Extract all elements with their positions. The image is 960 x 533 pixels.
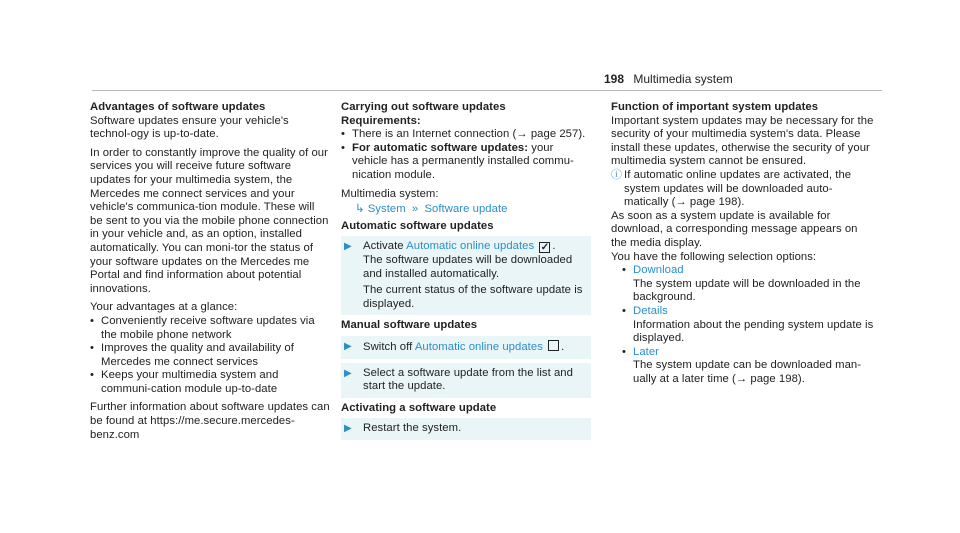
list-item: • For automatic software updates: your vehicle has a permanently installed commu-nication module. (341, 141, 574, 181)
option-download[interactable]: Download (633, 264, 684, 277)
page-header (604, 72, 733, 86)
bullet-icon: • (622, 304, 627, 317)
checkbox-unchecked-icon (548, 340, 559, 351)
bullet-icon: • (90, 314, 95, 327)
step-select-update: ▶ Select a software update from the list and start the update. (341, 363, 591, 398)
automatic-updates-heading: Automatic software updates (341, 219, 494, 232)
requirements-heading: Requirements: (341, 114, 421, 127)
path-system-link[interactable]: System (367, 203, 406, 216)
path-chevron-icon: » (411, 203, 419, 216)
path-software-update-link[interactable]: Software update (424, 203, 508, 216)
further-info: Further information about software updates can be found at https://me.secure.mercedes-benz.com (90, 401, 330, 441)
info-note: ⓘ If automatic online updates are activated, the system updates will be downloaded auto-matically (→ page 198). (611, 168, 852, 209)
bullet-icon: • (90, 342, 95, 355)
info-icon: ⓘ (611, 168, 623, 181)
list-item: • There is an Internet connection (→ page 257). (341, 128, 586, 141)
selection-options: • Download The system update will be downloaded in the background. • Details Information about the pending system update is displayed. • Later The system update can be downloaded man-ually at a later time (→ page 198). (611, 264, 876, 386)
page-section-title: Multimedia system (633, 72, 733, 86)
list-item: • Improves the quality and availability of Mercedes me connect services (90, 342, 294, 368)
list-item (622, 346, 876, 360)
list-item (622, 264, 876, 278)
bullet-icon: • (341, 141, 346, 154)
list-item: • Keeps your multimedia system and communi-cation module up-to-date (90, 369, 279, 395)
options-intro: You have the following selection options: (611, 250, 817, 263)
manual-updates-heading: Manual software updates (341, 319, 478, 332)
column-1 (90, 101, 330, 442)
menu-path (341, 203, 591, 217)
automatic-online-updates-off-link[interactable]: Automatic online updates (414, 340, 543, 353)
list-item: • Conveniently receive software updates via the mobile phone network (90, 314, 315, 341)
bullet-icon: • (90, 369, 95, 382)
carrying-out-heading: Carrying out software updates (341, 101, 506, 113)
bullet-icon: • (622, 264, 627, 277)
step-switch-off: ▶ Switch off Automatic online updates . (341, 336, 591, 359)
activating-heading: Activating a software update (341, 401, 497, 414)
advantages-body: In order to constantly improve the quality of our services you will receive future software updates for your multimedia system, the Mercedes me connect services and your vehicle's communica-tion module. These will be sent to you via the mobile phone connection in your vehicle and, as an option, installed automatically. You can moni-tor the status of your software updates on the Mercedes me Portal and find information about potential innovations. (90, 146, 329, 295)
column-2 (341, 101, 591, 444)
advantages-intro: Software updates ensure your vehicle's technol-ogy is up-to-date. (90, 114, 289, 141)
function-body: Important system updates may be necessary for the security of your multimedia system's data. Please install these updates, otherwise the security of your multimedia system cannot be ensured. (611, 114, 874, 168)
header-divider (92, 90, 882, 91)
page-number: 198 (604, 72, 625, 86)
option-details[interactable]: Details (633, 304, 668, 317)
advantages-heading: Advantages of software updates (90, 101, 266, 113)
step-arrow-icon: ▶ (344, 241, 352, 253)
bullet-icon: • (341, 128, 346, 141)
availability-text: As soon as a system update is available for download, a corresponding message appears on the media display. (611, 209, 858, 249)
step-activate: ▶ Activate Automatic online updates ✓ . The software updates will be downloaded and installed automatically. The current status of the software update is displayed. (341, 236, 591, 315)
multimedia-system-label: Multimedia system: (341, 187, 439, 200)
advantages-glance: Your advantages at a glance: (90, 301, 238, 314)
list-item (622, 305, 876, 319)
checkbox-checked-icon: ✓ (540, 242, 550, 254)
step-restart: ▶ Restart the system. (341, 418, 591, 440)
step-arrow-icon: ▶ (344, 423, 352, 435)
automatic-online-updates-link[interactable]: Automatic online updates (406, 240, 535, 253)
column-3 (611, 101, 876, 386)
function-heading: Function of important system updates (611, 101, 819, 113)
bullet-icon: • (622, 345, 627, 358)
option-later[interactable]: Later (633, 345, 659, 358)
step-arrow-icon: ▶ (344, 367, 352, 379)
path-arrow-icon: ↳ (355, 203, 365, 216)
step-arrow-icon: ▶ (344, 340, 352, 352)
